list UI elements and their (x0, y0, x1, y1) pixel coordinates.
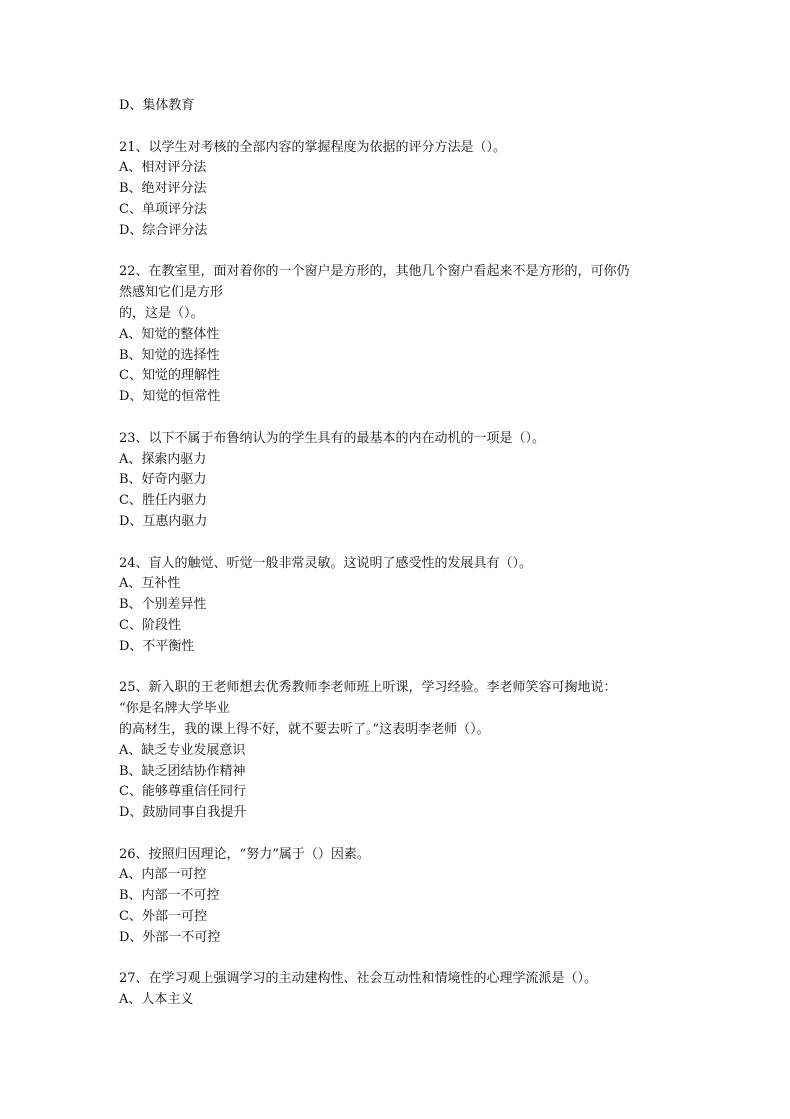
option-c: C、阶段性 (119, 617, 181, 633)
paragraph-gap (119, 533, 679, 554)
question-22 (119, 262, 679, 408)
paragraph-gap (119, 408, 679, 429)
question-stem-continued: 然感知它们是方形 (119, 285, 224, 301)
paragraph-gap (119, 117, 679, 138)
previous-question-option: D、集体教育 (119, 98, 195, 113)
option-c: C、外部一可控 (119, 909, 207, 925)
option-d: D、鼓励同事自我提升 (119, 805, 247, 821)
question-stem: 26、按照归因理论，“努力”属于（）因素。 (119, 846, 370, 862)
option-b: B、内部一不可控 (119, 888, 220, 904)
option-a: A、缺乏专业发展意识 (119, 742, 246, 758)
question-stem: 25、新入职的王老师想去优秀教师李老师班上听课，学习经验。李老师笑容可掬地说： (119, 680, 617, 696)
option-d: D、外部一不可控 (119, 929, 221, 945)
option-a: A、人本主义 (119, 992, 194, 1008)
question-stem: 27、在学习观上强调学习的主动建构性、社会互动性和情境性的心理学流派是（）。 (119, 971, 598, 987)
paragraph-gap (119, 242, 679, 263)
question-23 (119, 429, 679, 533)
question-26 (119, 845, 679, 949)
question-stem-continued: “你是名牌大学毕业 (119, 701, 230, 717)
question-stem: 22、在教室里，面对着你的一个窗户是方形的，其他几个窗户看起来不是方形的，可你仍 (119, 264, 630, 280)
option-d: D、综合评分法 (119, 222, 208, 238)
question-27 (119, 969, 679, 1011)
option-a: A、内部一可控 (119, 867, 207, 883)
option-c: C、单项评分法 (119, 201, 207, 217)
paragraph-gap (119, 658, 679, 679)
option-b: B、缺乏团结协作精神 (119, 763, 246, 779)
option-a: A、互补性 (119, 576, 181, 592)
paragraph-gap (119, 824, 679, 845)
question-stem-continued: 的，这是（）。 (119, 305, 204, 321)
option-d: D、互惠内驱力 (119, 513, 208, 529)
option-b: B、绝对评分法 (119, 181, 207, 197)
question-stem: 23、以下不属于布鲁纳认为的学生具有的最基本的内在动机的一项是（）。 (119, 430, 546, 446)
paragraph-gap (119, 949, 679, 970)
question-stem: 21、以学生对考核的全部内容的掌握程度为依据的评分方法是（）。 (119, 139, 507, 155)
question-24 (119, 554, 679, 658)
option-a: A、探索内驱力 (119, 451, 207, 467)
option-b: B、好奇内驱力 (119, 472, 207, 488)
option-a: A、相对评分法 (119, 160, 207, 176)
question-stem: 24、盲人的触觉、听觉一般非常灵敏。这说明了感受性的发展具有（）。 (119, 555, 533, 571)
option-d: D、知觉的恒常性 (119, 389, 221, 405)
option-a: A、知觉的整体性 (119, 326, 220, 342)
option-d: D、不平衡性 (119, 638, 195, 654)
question-stem-continued: 的高材生，我的课上得不好，就不要去听了。”这表明李老师（）。 (119, 721, 490, 737)
question-21 (119, 138, 679, 242)
option-c: C、知觉的理解性 (119, 368, 220, 384)
option-c: C、能够尊重信任同行 (119, 784, 246, 800)
document-page (119, 96, 679, 1011)
option-b: B、知觉的选择性 (119, 347, 220, 363)
option-c: C、胜任内驱力 (119, 493, 207, 509)
question-25 (119, 678, 679, 824)
option-b: B、个别差异性 (119, 597, 207, 613)
